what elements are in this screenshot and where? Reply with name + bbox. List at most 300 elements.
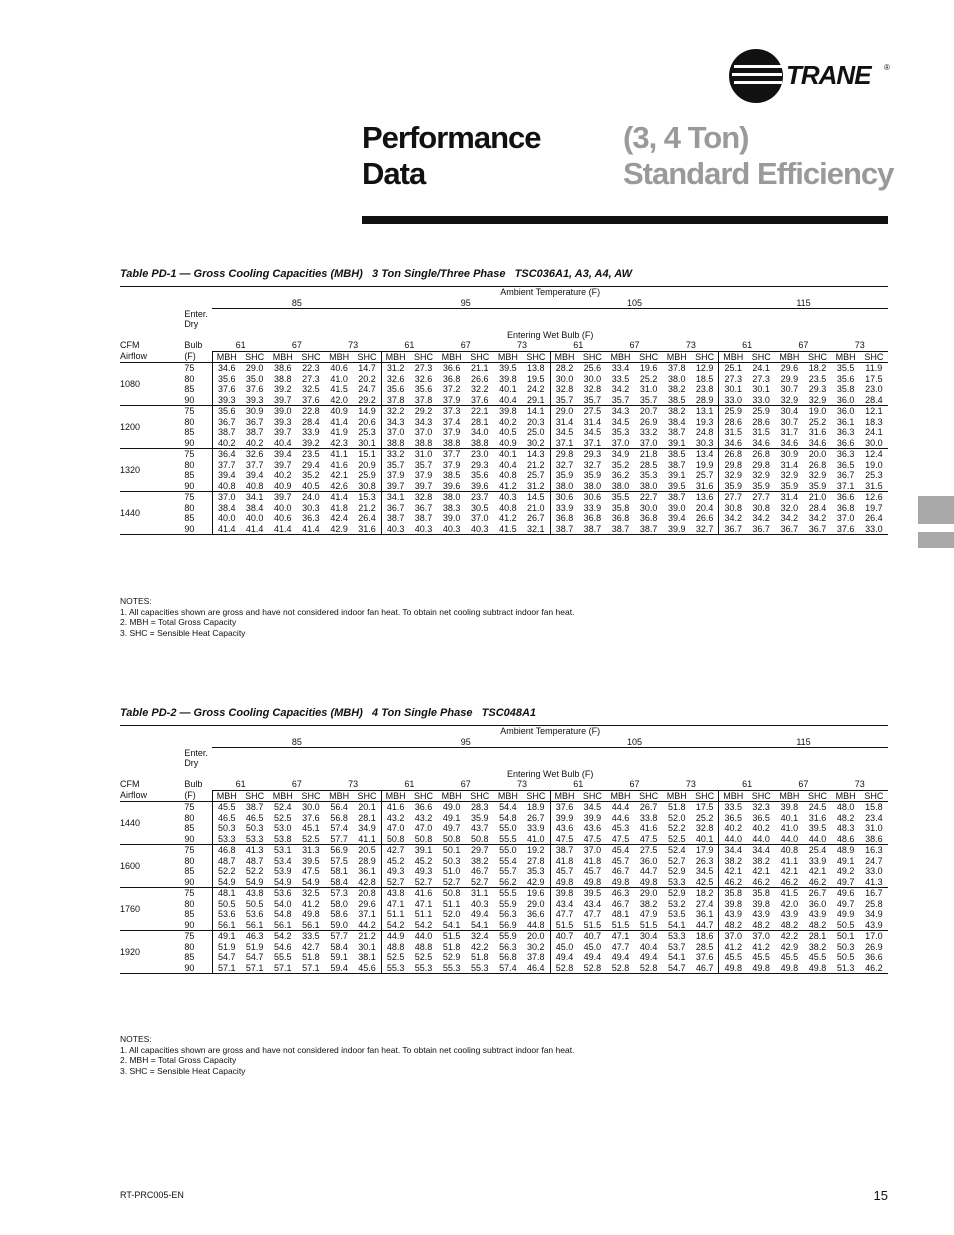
shc-cell: 43.9 [752, 909, 770, 919]
shc-cell: 35.7 [635, 395, 663, 406]
mbh-cell: 36.7 [212, 417, 240, 428]
shc-cell: 18.9 [527, 802, 545, 812]
shc-cell: 35.6 [414, 384, 433, 394]
table-row [120, 384, 888, 395]
mbh-cell: 39.2 [274, 384, 292, 394]
shc-cell: 37.9 [414, 470, 433, 480]
shc-cell: 48.7 [245, 855, 264, 866]
shc-cell: 41.1 [353, 834, 381, 845]
mbh-cell: 55.9 [499, 931, 517, 941]
wet-bulb-header: 67 [606, 779, 662, 790]
mbh-cell: 39.7 [274, 427, 292, 437]
shc-cell: 28.4 [860, 395, 888, 406]
mbh-cell: 35.6 [381, 384, 409, 395]
shc-cell: 26.8 [808, 459, 827, 470]
shc-cell: 25.4 [808, 845, 827, 855]
shc-cell: 48.2 [803, 920, 831, 931]
shc-cell: 23.5 [808, 373, 827, 384]
shc-cell: 37.7 [245, 459, 264, 470]
mbh-cell: 37.9 [442, 427, 461, 437]
shc-cell: 31.6 [808, 812, 827, 823]
dry-bulb-value: 75 [184, 888, 195, 898]
mbh-cell: 39.7 [274, 492, 292, 502]
shc-cell: 38.7 [578, 524, 606, 535]
shc-cell: 18.2 [808, 363, 827, 373]
note-line: 3. SHC = Sensible Heat Capacity [120, 627, 246, 638]
mbh-cell: 57.3 [330, 888, 348, 898]
page-subtitle [623, 120, 893, 192]
shc-cell: 40.3 [471, 898, 489, 909]
header-spacer [120, 726, 184, 737]
table-row [120, 866, 888, 877]
mbh-cell: 49.8 [719, 963, 747, 974]
mbh-cell: 47.0 [381, 823, 409, 834]
shc-cell: 36.6 [865, 952, 883, 962]
cfm-value: 1440 [120, 802, 184, 845]
dry-bulb-value: 85 [184, 470, 195, 480]
mbh-cell: 41.2 [494, 481, 522, 492]
mbh-cell: 38.7 [381, 513, 409, 524]
shc-cell: 36.3 [302, 513, 320, 523]
table-row [120, 942, 888, 953]
shc-header: SHC [353, 351, 381, 363]
shc-cell: 17.5 [865, 373, 883, 384]
mbh-cell: 30.1 [719, 384, 747, 395]
shc-cell: 35.9 [747, 481, 775, 492]
mbh-cell: 49.3 [381, 866, 409, 877]
shc-cell: 24.1 [865, 427, 883, 437]
mbh-cell: 37.7 [212, 460, 240, 471]
mbh-cell: 54.2 [274, 931, 292, 941]
shc-cell: 52.8 [578, 963, 606, 974]
shc-cell: 49.4 [471, 909, 489, 919]
shc-cell: 22.7 [639, 492, 658, 502]
shc-cell: 20.0 [527, 931, 545, 941]
shc-cell: 39.5 [302, 855, 320, 866]
shc-cell: 21.0 [808, 492, 827, 502]
shc-cell: 35.2 [302, 470, 320, 480]
mbh-cell: 30.7 [780, 384, 799, 394]
dry-bulb-value: 85 [184, 427, 195, 437]
mbh-cell: 56.2 [494, 877, 522, 888]
shc-cell: 32.4 [471, 931, 489, 941]
mbh-cell: 50.3 [442, 855, 461, 866]
shc-cell: 29.8 [752, 459, 770, 470]
mbh-cell: 38.8 [274, 373, 292, 384]
shc-cell: 38.2 [471, 855, 489, 866]
shc-cell: 45.0 [583, 941, 602, 952]
shc-cell: 45.5 [808, 952, 827, 962]
shc-cell: 24.2 [527, 384, 545, 394]
mbh-cell: 47.5 [606, 834, 634, 845]
mbh-cell: 49.7 [442, 823, 461, 833]
mbh-cell: 37.9 [381, 470, 409, 481]
mbh-cell: 34.5 [550, 427, 578, 438]
mbh-cell: 51.3 [832, 963, 860, 974]
mbh-cell: 56.8 [499, 952, 517, 962]
cfm-value: 1600 [120, 845, 184, 888]
mbh-cell: 49.1 [212, 931, 240, 942]
mbh-cell: 36.5 [719, 813, 747, 824]
mbh-cell: 49.2 [836, 866, 855, 876]
shc-cell: 38.7 [414, 513, 433, 523]
shc-cell: 41.8 [583, 855, 602, 866]
mbh-cell: 41.4 [269, 524, 297, 535]
mbh-cell: 39.8 [499, 373, 517, 384]
f-label: (F) [184, 351, 212, 363]
mbh-cell: 28.6 [719, 417, 747, 428]
shc-cell: 46.2 [803, 877, 831, 888]
mbh-cell: 52.2 [668, 823, 686, 833]
mbh-cell: 25.1 [719, 363, 747, 374]
mbh-cell: 35.8 [836, 384, 855, 394]
mbh-cell: 54.7 [212, 952, 240, 963]
mbh-cell: 56.1 [212, 920, 240, 931]
shc-cell: 36.0 [639, 855, 658, 866]
mbh-cell: 45.7 [550, 866, 578, 877]
shc-cell: 54.9 [297, 877, 325, 888]
bulb-label: Bulb [184, 340, 203, 351]
mbh-cell: 36.7 [719, 524, 747, 535]
shc-cell: 39.5 [583, 888, 602, 898]
cfm-value: 1200 [120, 406, 184, 449]
header-row [120, 737, 888, 748]
mbh-cell: 52.8 [606, 963, 634, 974]
mbh-cell: 41.2 [499, 513, 517, 523]
shc-cell: 30.0 [860, 438, 888, 449]
shc-cell: 55.3 [409, 963, 437, 974]
mbh-cell: 43.4 [550, 899, 578, 910]
mbh-header: MBH [269, 351, 297, 363]
mbh-cell: 51.1 [381, 909, 409, 920]
shc-header: SHC [353, 790, 381, 802]
shc-cell: 37.6 [245, 384, 264, 394]
mbh-cell: 50.8 [381, 834, 409, 845]
mbh-cell: 39.6 [438, 481, 466, 492]
mbh-cell: 44.6 [611, 812, 630, 823]
shc-cell: 18.2 [695, 888, 714, 898]
wet-bulb-header: 61 [550, 340, 606, 351]
shc-cell: 32.9 [808, 470, 827, 480]
mbh-cell: 51.5 [442, 931, 461, 941]
mbh-cell: 41.9 [330, 427, 348, 437]
mbh-cell: 49.8 [606, 877, 634, 888]
shc-cell: 26.7 [808, 888, 827, 898]
dry-bulb-value: 80 [184, 812, 195, 823]
page-title-line1: Performance [362, 120, 541, 155]
mbh-cell: 42.4 [330, 513, 348, 523]
shc-cell: 31.0 [414, 449, 433, 459]
shc-header: SHC [578, 790, 606, 802]
performance-table [120, 286, 888, 535]
shc-cell: 24.7 [358, 384, 376, 394]
mbh-cell: 37.7 [442, 449, 461, 459]
shc-cell: 39.9 [583, 812, 602, 823]
shc-cell: 25.2 [808, 416, 827, 427]
shc-cell: 12.6 [865, 492, 883, 502]
shc-cell: 43.6 [583, 823, 602, 833]
mbh-cell: 55.0 [499, 845, 517, 855]
shc-cell: 26.9 [639, 416, 658, 427]
mbh-cell: 37.4 [442, 416, 461, 427]
shc-cell: 21.0 [527, 502, 545, 513]
mbh-cell: 56.8 [330, 812, 348, 823]
shc-cell: 37.1 [578, 438, 606, 449]
mbh-cell: 54.0 [274, 898, 292, 909]
mbh-cell: 50.5 [836, 952, 855, 962]
mbh-cell: 56.1 [269, 920, 297, 931]
mbh-cell: 45.5 [212, 802, 240, 813]
mbh-cell: 41.6 [330, 459, 348, 470]
dry-bulb-value: 75 [184, 492, 195, 502]
mbh-cell: 40.9 [494, 438, 522, 449]
mbh-cell: 35.2 [611, 459, 630, 470]
mbh-cell: 39.0 [442, 513, 461, 523]
shc-cell: 30.0 [639, 502, 658, 513]
mbh-cell: 41.5 [780, 888, 799, 898]
mbh-cell: 41.8 [550, 856, 578, 867]
shc-cell: 19.7 [865, 502, 883, 513]
dry-bulb-value: 80 [184, 416, 195, 427]
shc-cell: 30.8 [752, 502, 770, 513]
mbh-cell: 38.6 [274, 363, 292, 373]
mbh-cell: 42.2 [780, 931, 799, 941]
mbh-cell: 46.3 [611, 888, 630, 898]
mbh-cell: 51.8 [668, 802, 686, 812]
shc-cell: 25.9 [358, 470, 376, 480]
shc-cell: 29.3 [583, 449, 602, 459]
mbh-cell: 29.9 [780, 373, 799, 384]
mbh-cell: 39.8 [719, 899, 747, 910]
shc-cell: 35.3 [527, 866, 545, 876]
shc-header: SHC [522, 790, 550, 802]
mbh-cell: 26.8 [719, 449, 747, 460]
mbh-cell: 56.9 [330, 845, 348, 855]
dry-bulb-value: 75 [184, 363, 195, 373]
mbh-cell: 52.2 [212, 866, 240, 877]
mbh-cell: 56.9 [494, 920, 522, 931]
header-row [120, 779, 888, 790]
header-row [120, 319, 888, 330]
shc-cell: 23.8 [695, 384, 714, 394]
mbh-cell: 30.0 [550, 374, 578, 385]
mbh-cell: 37.1 [550, 438, 578, 449]
shc-cell: 31.0 [639, 384, 658, 394]
mbh-cell: 31.4 [550, 417, 578, 428]
shc-cell: 28.4 [808, 502, 827, 513]
mbh-cell: 38.8 [381, 438, 409, 449]
shc-cell: 28.3 [471, 802, 489, 812]
mbh-cell: 32.9 [719, 470, 747, 481]
shc-cell: 31.1 [471, 888, 489, 898]
airflow-label: Airflow [120, 351, 184, 363]
shc-cell: 44.2 [353, 920, 381, 931]
mbh-cell: 37.0 [836, 513, 855, 523]
mbh-cell: 52.7 [438, 877, 466, 888]
shc-cell: 49.8 [803, 963, 831, 974]
mbh-cell: 48.7 [212, 856, 240, 867]
mbh-header: MBH [325, 351, 353, 363]
shc-cell: 25.7 [527, 470, 545, 480]
shc-cell: 30.1 [752, 384, 770, 394]
dry-bulb-value: 85 [184, 952, 195, 962]
shc-header: SHC [635, 790, 663, 802]
shc-cell: 44.7 [691, 920, 719, 931]
shc-cell: 28.4 [302, 416, 320, 427]
mbh-cell: 39.4 [668, 513, 686, 523]
mbh-cell: 38.7 [550, 845, 578, 856]
header-spacer [120, 769, 184, 780]
dry-bulb-value: 90 [184, 920, 212, 931]
wet-bulb-header: 73 [325, 340, 381, 351]
note-line: 1. All capacities shown are gross and have not considered indoor fan heat. To obtain net cooling subtract indoor fan heat. [120, 606, 575, 617]
mbh-header: MBH [775, 351, 803, 363]
shc-cell: 30.0 [302, 802, 320, 812]
mbh-cell: 54.8 [274, 909, 292, 919]
shc-cell: 42.5 [691, 877, 719, 888]
mbh-cell: 42.9 [325, 524, 353, 535]
shc-cell: 33.9 [583, 502, 602, 513]
header-spacer [120, 330, 184, 341]
shc-cell: 13.6 [695, 492, 714, 502]
mbh-cell: 45.0 [550, 942, 578, 953]
dry-bulb-value: 80 [184, 941, 195, 952]
shc-cell: 27.3 [414, 363, 433, 373]
mbh-cell: 30.7 [780, 416, 799, 427]
table-row [120, 888, 888, 899]
mbh-cell: 31.5 [719, 427, 747, 438]
shc-cell: 35.7 [578, 395, 606, 406]
shc-cell: 34.9 [358, 823, 376, 833]
shc-cell: 26.3 [695, 855, 714, 866]
shc-cell: 36.6 [414, 802, 433, 812]
shc-cell: 29.0 [527, 898, 545, 909]
shc-cell: 43.9 [808, 909, 827, 919]
mbh-cell: 38.3 [442, 502, 461, 513]
shc-cell: 51.9 [245, 941, 264, 952]
mbh-cell: 47.5 [550, 834, 578, 845]
mbh-cell: 40.2 [499, 416, 517, 427]
ambient-temp-header: 115 [719, 737, 888, 748]
mbh-cell: 35.6 [212, 406, 240, 417]
mbh-cell: 41.1 [330, 449, 348, 459]
mbh-cell: 40.2 [212, 438, 240, 449]
mbh-cell: 48.8 [381, 942, 409, 953]
shc-cell: 49.3 [414, 866, 433, 876]
mbh-cell: 40.8 [212, 481, 240, 492]
mbh-cell: 36.4 [212, 449, 240, 460]
shc-cell: 28.9 [691, 395, 719, 406]
shc-cell: 37.0 [583, 845, 602, 855]
header-spacer [120, 319, 184, 330]
mbh-cell: 44.0 [719, 834, 747, 845]
mbh-cell: 37.9 [438, 395, 466, 406]
wet-bulb-header: 73 [832, 779, 888, 790]
shc-cell: 29.0 [245, 363, 264, 373]
mbh-cell: 51.8 [442, 941, 461, 952]
shc-header: SHC [241, 351, 269, 363]
shc-cell: 41.4 [297, 524, 325, 535]
shc-cell: 46.7 [691, 963, 719, 974]
shc-cell: 31.5 [860, 481, 888, 492]
header-row [120, 340, 888, 351]
ambient-temperature-label: Ambient Temperature (F) [212, 287, 888, 298]
header-spacer [184, 287, 212, 298]
shc-cell: 38.1 [358, 952, 376, 962]
shc-cell: 29.1 [522, 395, 550, 406]
mbh-cell: 58.6 [330, 909, 348, 919]
shc-header: SHC [466, 790, 494, 802]
mbh-header: MBH [494, 351, 522, 363]
mbh-cell: 53.7 [668, 941, 686, 952]
mbh-cell: 41.4 [330, 416, 348, 427]
shc-cell: 38.0 [635, 481, 663, 492]
mbh-cell: 35.7 [550, 395, 578, 406]
mbh-cell: 43.2 [381, 813, 409, 824]
mbh-cell: 46.2 [775, 877, 803, 888]
mbh-cell: 38.5 [663, 395, 691, 406]
shc-cell: 40.2 [752, 823, 770, 833]
shc-cell: 19.2 [527, 845, 545, 855]
mbh-cell: 30.4 [780, 406, 799, 416]
shc-cell: 36.5 [752, 812, 770, 823]
shc-cell: 42.1 [752, 866, 770, 876]
shc-cell: 25.3 [865, 470, 883, 480]
mbh-header: MBH [494, 790, 522, 802]
mbh-cell: 36.5 [836, 459, 855, 470]
mbh-cell: 38.2 [668, 406, 686, 416]
mbh-cell: 39.4 [212, 470, 240, 481]
cfm-value: 1920 [120, 931, 184, 974]
shc-cell: 40.4 [639, 941, 658, 952]
shc-cell: 45.7 [583, 866, 602, 876]
shc-cell: 26.7 [527, 513, 545, 523]
mbh-cell: 43.8 [381, 888, 409, 899]
cfm-label: CFM [120, 779, 140, 790]
table-row [120, 492, 888, 503]
shc-cell: 40.1 [691, 834, 719, 845]
table-row [120, 460, 888, 471]
header-spacer [120, 298, 184, 309]
mbh-cell: 32.0 [780, 502, 799, 513]
shc-cell: 46.5 [245, 812, 264, 823]
shc-cell: 20.5 [358, 845, 376, 855]
table-notes [120, 596, 574, 638]
enter-dry-label: Enter. [184, 747, 208, 758]
shc-cell: 39.5 [808, 823, 827, 833]
shc-cell: 14.7 [358, 363, 376, 373]
shc-cell: 25.7 [695, 470, 714, 480]
mbh-cell: 37.8 [381, 395, 409, 406]
mbh-cell: 50.1 [442, 845, 461, 855]
mbh-cell: 53.6 [212, 909, 240, 920]
dry-bulb-value: 85 [184, 384, 195, 394]
shc-cell: 37.8 [527, 952, 545, 962]
shc-cell: 29.0 [639, 888, 658, 898]
mbh-cell: 38.4 [212, 503, 240, 514]
mbh-cell: 35.6 [212, 374, 240, 385]
shc-cell: 25.2 [639, 373, 658, 384]
mbh-cell: 39.8 [499, 406, 517, 416]
mbh-cell: 38.7 [606, 524, 634, 535]
mbh-cell: 25.9 [719, 406, 747, 417]
shc-cell: 40.3 [409, 524, 437, 535]
header-spacer [120, 287, 184, 298]
mbh-cell: 45.5 [719, 952, 747, 963]
mbh-cell: 52.7 [381, 877, 409, 888]
mbh-cell: 47.1 [381, 899, 409, 910]
shc-cell: 19.5 [527, 373, 545, 384]
